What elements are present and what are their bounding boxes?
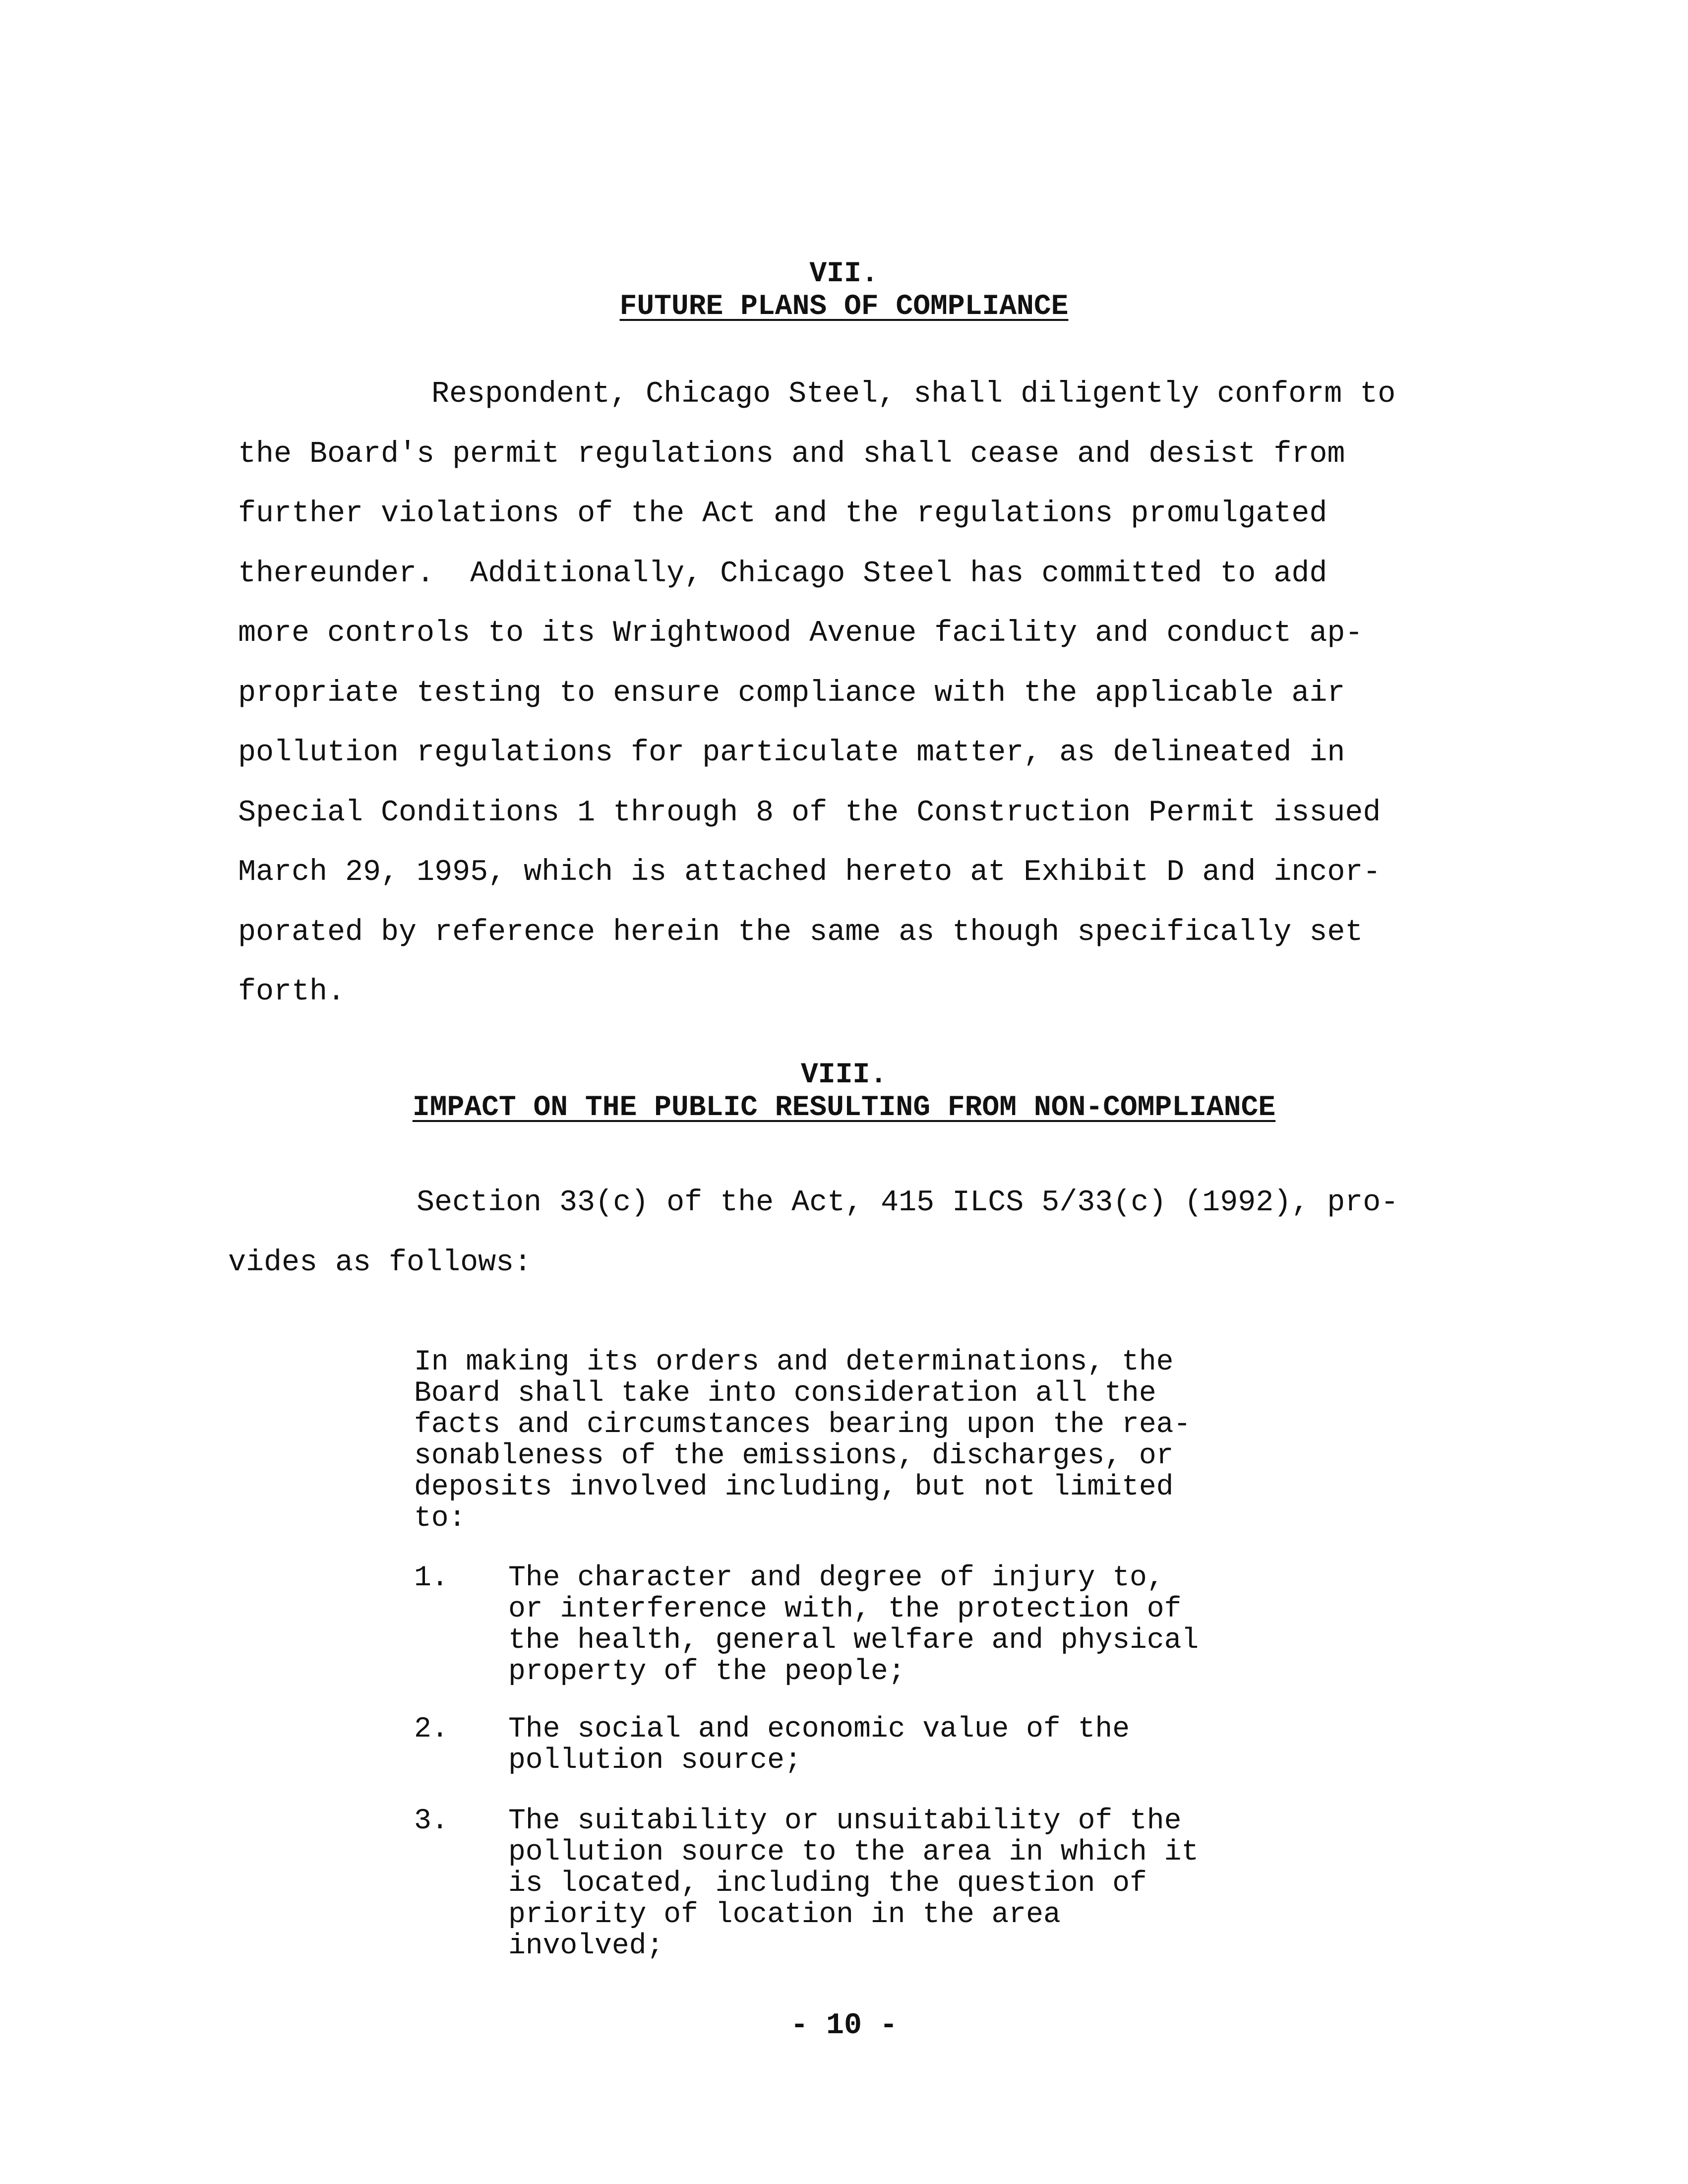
- paragraph-line: Section 33(c) of the Act, 415 ILCS 5/33(c) (1992), pro-: [417, 1186, 1399, 1220]
- section-7-paragraph: [238, 365, 1458, 1022]
- section-8-number: VIII.: [800, 1059, 888, 1091]
- section-7-number: VII.: [809, 258, 879, 290]
- paragraph-line: further violations of the Act and the regulations promulgated: [238, 497, 1327, 531]
- paragraph-line: forth.: [238, 975, 346, 1009]
- list-item-number: 3.: [414, 1805, 449, 1837]
- paragraph-line: pollution regulations for particulate matter, as delineated in: [238, 736, 1345, 770]
- paragraph-line: propriate testing to ensure compliance with the applicable air: [238, 676, 1345, 710]
- list-item-number: 1.: [414, 1562, 449, 1594]
- section-8-title: IMPACT ON THE PUBLIC RESULTING FROM NON-COMPLIANCE: [412, 1092, 1276, 1124]
- list-item-number: 2.: [414, 1713, 449, 1746]
- list-item-line: the health, general welfare and physical: [508, 1624, 1199, 1657]
- section-7-title: FUTURE PLANS OF COMPLIANCE: [619, 291, 1069, 323]
- list-item-text: [508, 1714, 1302, 1776]
- quote-line: facts and circumstances bearing upon the rea-: [414, 1409, 1191, 1441]
- paragraph-line: vides as follows:: [228, 1246, 532, 1280]
- section-8-heading: [0, 1059, 1688, 1124]
- paragraph-line: Special Conditions 1 through 8 of the Construction Permit issued: [238, 796, 1381, 830]
- list-item-text: [508, 1562, 1302, 1687]
- list-item-line: The character and degree of injury to,: [508, 1562, 1164, 1594]
- quote-line: sonableness of the emissions, discharges, or: [414, 1440, 1174, 1472]
- list-item-line: pollution source to the area in which it: [508, 1836, 1199, 1869]
- block-quote: [414, 1347, 1287, 1534]
- paragraph-line: more controls to its Wrightwood Avenue facility and conduct ap-: [238, 617, 1363, 650]
- list-item-line: The suitability or unsuitability of the: [508, 1805, 1182, 1837]
- quote-line: to:: [414, 1502, 466, 1535]
- list-item-line: priority of location in the area: [508, 1899, 1061, 1931]
- paragraph-line: thereunder. Additionally, Chicago Steel has committed to add: [238, 557, 1327, 591]
- section-7-heading: [0, 258, 1688, 323]
- list-item-line: involved;: [508, 1930, 664, 1962]
- paragraph-line: March 29, 1995, which is attached hereto at Exhibit D and incor-: [238, 856, 1381, 889]
- list-item-line: The social and economic value of the: [508, 1713, 1130, 1746]
- paragraph-line: Respondent, Chicago Steel, shall diligently conform to: [431, 377, 1396, 411]
- list-item-line: is located, including the question of: [508, 1868, 1147, 1900]
- quote-line: Board shall take into consideration all the: [414, 1377, 1156, 1410]
- page-number: - 10 -: [790, 2009, 898, 2043]
- list-item-line: or interference with, the protection of: [508, 1593, 1182, 1625]
- list-item-line: property of the people;: [508, 1656, 905, 1688]
- list-item-line: pollution source;: [508, 1745, 802, 1777]
- section-8-intro: [228, 1173, 1448, 1293]
- paragraph-line: the Board's permit regulations and shall cease and desist from: [238, 437, 1345, 471]
- list-item-text: [508, 1806, 1302, 1962]
- quote-line: In making its orders and determinations, the: [414, 1346, 1174, 1378]
- paragraph-line: porated by reference herein the same as though specifically set: [238, 915, 1363, 949]
- quote-line: deposits involved including, but not limited: [414, 1471, 1174, 1503]
